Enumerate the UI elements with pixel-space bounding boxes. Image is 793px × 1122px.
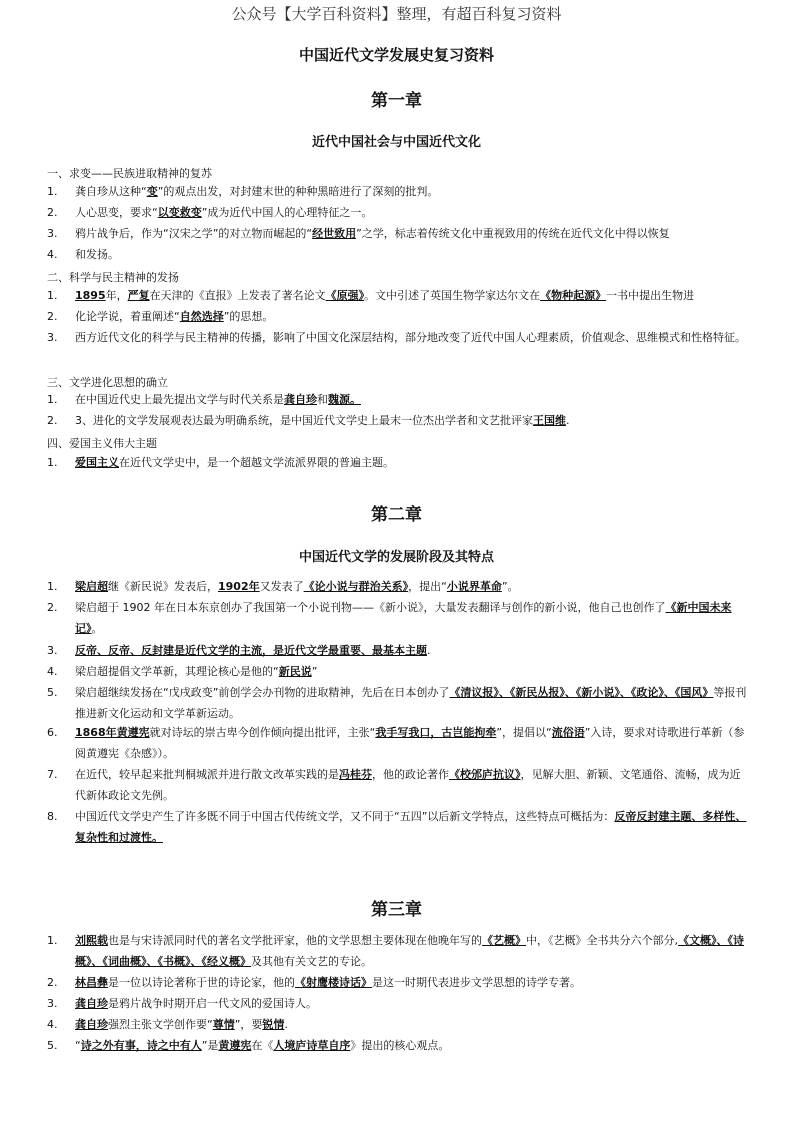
list-item [47,202,747,223]
list-text [75,181,747,202]
list-item [47,597,747,639]
key-term: 龚自珍 [284,393,317,406]
key-term: 变 [146,185,158,198]
text-run: 鸦片战争后，作为“汉宋之学”的对立物而崛起的“ [75,227,313,240]
chapter-2-subtitle: 中国近代文学的发展阶段及其特点 [298,550,494,565]
page-header: 公众号【大学百科资料】整理，有超百科复习资料 [231,5,562,23]
text-run: 强烈主张文学创作要“ [108,1018,213,1031]
list-text [75,244,747,265]
key-term: 《射鹰楼诗话》 [295,976,372,989]
text-run: ”，提倡以“ [496,726,552,739]
section-heading: 三、文学进化思想的确立 [47,376,168,389]
list-text [75,993,747,1014]
list-number: 2. [47,414,58,427]
text-run: 中，《艺概》全书共分六个部分, [526,934,678,947]
text-run: 》提出的核心观点。 [350,1039,450,1052]
list-number: 3. [47,644,58,657]
list-number: 4. [47,248,58,261]
document-title: 中国近代文学发展史复习资料 [298,46,494,64]
list-number: 8. [47,810,58,823]
list-number: 2. [47,601,58,614]
list-number: 4. [47,665,58,678]
chapter-1-heading: 第一章 [371,91,422,111]
list-text [75,640,747,661]
key-term: 魏源。 [328,393,361,406]
text-run: ”，要 [234,1018,263,1031]
list-item [47,452,747,473]
text-run: 就对诗坛的崇古卑今创作倾向提出批评，主张“ [149,726,376,739]
key-term: 反帝、反帝、反封建是近代文学的主流，是近代文学最重要、最基本主题 [75,644,427,657]
text-run: 龚自珍从这种“ [75,185,147,198]
text-run: 是这一时期代表进步文学思想的诗学专著。 [372,976,581,989]
text-run: 继《新民说》发表后， [108,580,218,593]
list-item [47,993,747,1014]
text-run: 也是与宋诗派同时代的著名文学批评家，他的文学思想主要体现在他晚年写的 [108,934,482,947]
key-term: 龚自珍 [75,997,108,1010]
list-text [75,972,747,993]
chapter-1-subtitle: 近代中国社会与中国近代文化 [311,135,481,150]
list-text [75,452,747,473]
key-term: 黄遵宪 [218,1039,252,1052]
chapter-3-heading: 第三章 [371,900,422,920]
key-term: 《文概》、《诗概》、《词曲概》、《书概》、《经义概》 [75,934,744,968]
text-run: . [566,414,570,427]
list-text [75,327,747,348]
list-number: 1. [47,934,58,947]
key-term: 尊情 [212,1018,235,1031]
key-term: 《物种起源》 [540,289,607,302]
text-run: ，提出“ [408,580,447,593]
text-run: 是鸦片战争时期开启一代文风的爱国诗人。 [108,997,317,1010]
key-term: 林昌彝 [75,976,108,989]
list-text [75,1014,747,1035]
key-term: 1895 [75,289,106,302]
list-number: 5. [47,686,58,699]
list-item [47,764,747,806]
list-item [47,682,747,724]
key-term: 反帝反封建主题、多样性、复杂性和过渡性。 [75,810,747,844]
text-run: 化论学说，着重阐述“ [75,310,180,323]
text-run: . [284,1018,288,1031]
text-run: 。 [91,622,103,635]
key-term: 爱国主义 [75,456,119,469]
text-run: ” [311,665,318,678]
text-run: ”之学，标志着传统文化中重视致用的传统在近代文化中得以恢复 [356,227,670,240]
key-term: 人境庐诗草自序 [273,1039,351,1052]
list-number: 3. [47,331,58,344]
list-text [75,576,747,597]
list-item [47,1014,747,1035]
list-number: 1. [47,289,58,302]
key-term: 严复 [127,289,150,302]
list-item [47,576,747,597]
key-term: 自然选择 [179,310,224,323]
chapter-2-heading: 第二章 [371,505,422,525]
key-term: 经世致用 [312,227,357,240]
list-text [75,306,747,327]
list-number: 2. [47,976,58,989]
list-number: 5. [47,1039,58,1052]
text-run: ，他的政论著作 [372,768,449,781]
text-run: 梁启超于 1902 年在日本东京创办了我国第一个小说刊物——《新小说》，大量发表翻译与创作的新小说，他自己也创作了 [75,601,666,614]
list-item [47,181,747,202]
list-item [47,244,747,265]
list-item [47,285,747,306]
text-run: ”入诗，要求对诗歌进行革新（参阅黄遵宪《杂感》）。 [75,726,745,760]
text-run: 。文中引述了英国生物学家达尔文在 [364,289,541,302]
key-term: 诗之外有事，诗之中有人 [80,1039,202,1052]
list-item [47,389,747,410]
list-number: 6. [47,726,58,739]
text-run: “ [75,1039,81,1052]
list-text [75,764,747,806]
list-item [47,306,747,327]
text-run: 等报刊推进新文化运动和文学革新运动。 [75,686,747,720]
text-run: 梁启超提倡文学革新，其理论核心是他的“ [75,665,279,678]
text-run: ”。 [501,580,519,593]
list-text [75,389,747,410]
text-run: 在近代文学史中，是一个超越文学流派界限的普遍主题。 [119,456,394,469]
key-term: 《新中国未来记》 [75,601,732,635]
text-run: 在天津的《直报》上发表了著名论文 [149,289,326,302]
list-text [75,597,747,639]
list-text [75,410,747,431]
list-item [47,806,747,848]
key-term: 锐情 [262,1018,285,1031]
text-run: 西方近代文化的科学与民主精神的传播，影响了中国文化深层结构，部分地改变了近代中国人心理素质，价值观念、思维模式和性格特征。 [75,331,746,344]
key-term: 梁启超 [75,580,108,593]
text-run: 在《 [251,1039,274,1052]
section-heading: 二、科学与民主精神的发扬 [47,271,179,284]
list-item [47,410,747,431]
text-run: 又发表了 [259,580,304,593]
list-text [75,202,747,223]
key-term: 以变救变 [157,206,202,219]
key-term: 我手写我口，古岂能拘牵 [375,726,497,739]
list-text [75,722,747,764]
key-term: 《论小说与群治关系》 [303,580,409,593]
list-number: 1. [47,456,58,469]
key-term: 《原强》 [325,289,365,302]
text-run: ”成为近代中国人的心理特征之一。 [201,206,373,219]
list-number: 2. [47,206,58,219]
text-run: . [427,644,431,657]
key-term: 王国维 [533,414,566,427]
list-text [75,223,747,244]
text-run: 中国近代文学史产生了许多既不同于中国古代传统文学，又不同于“五四”以后新文学特点，这些特点可概括为： [75,810,615,823]
list-number: 7. [47,768,58,781]
section-heading: 一、求变——民族进取精神的复苏 [47,167,212,180]
list-number: 1. [47,580,58,593]
list-item [47,223,747,244]
text-run: 3、进化的文学发展观表达最为明确系统，是中国近代文学史上最末一位杰出学者和文艺批评家 [75,414,533,427]
key-term: 龚自珍 [75,1018,108,1031]
text-run: 人心思变，要求“ [75,206,158,219]
text-run: ”是 [201,1039,219,1052]
text-run: 年， [105,289,128,302]
list-item [47,640,747,661]
text-run: 在中国近代史上最先提出文学与时代关系是 [75,393,284,406]
list-text [75,682,747,724]
list-number: 1. [47,185,58,198]
list-item [47,972,747,993]
key-term: 1902年 [218,580,260,593]
key-term: 刘熙载 [75,934,108,947]
list-number: 2. [47,310,58,323]
list-number: 3. [47,997,58,1010]
key-term: 冯桂芬 [339,768,372,781]
key-term: 流俗语 [551,726,585,739]
section-heading: 四、爱国主义伟大主题 [47,437,157,450]
text-run: 一书中提出生物进 [606,289,695,302]
list-text [75,661,747,682]
text-run: ”的观点出发，对封建末世的种种黑暗进行了深刻的批判。 [157,185,439,198]
text-run: ”的思想。 [223,310,274,323]
list-text [75,285,747,306]
list-item [47,327,747,348]
list-item [47,722,747,764]
key-term: 新民说 [278,665,312,678]
key-term: 《艺概》 [482,934,526,947]
text-run: 梁启超继续发扬在“戊戌政变”前创学会办刊物的进取精神，先后在日本创办了 [75,686,450,699]
list-item [47,930,747,972]
list-number: 4. [47,1018,58,1031]
list-item [47,661,747,682]
list-item [47,1035,747,1056]
text-run: 在近代，较早起来批判桐城派并进行散文改革实践的是 [75,768,339,781]
text-run: ，见解大胆、新颖、文笔通俗、流畅，成为近代新体政论文先例。 [75,768,741,802]
text-run: 及其他有关文艺的专论。 [251,955,372,968]
key-term: 小说界革命 [446,580,502,593]
list-text [75,930,747,972]
list-number: 3. [47,227,58,240]
list-number: 1. [47,393,58,406]
text-run: 是一位以诗论著称于世的诗论家，他的 [108,976,295,989]
text-run: 和 [317,393,328,406]
key-term: 《清议报》、《新民丛报》、《新小说》、《政论》、《国风》 [449,686,714,699]
text-run: 和发扬。 [75,248,119,261]
list-text [75,1035,747,1056]
key-term: 1868年黄遵宪 [75,726,150,739]
key-term: 《校邠庐抗议》 [449,768,521,781]
list-text [75,806,747,848]
